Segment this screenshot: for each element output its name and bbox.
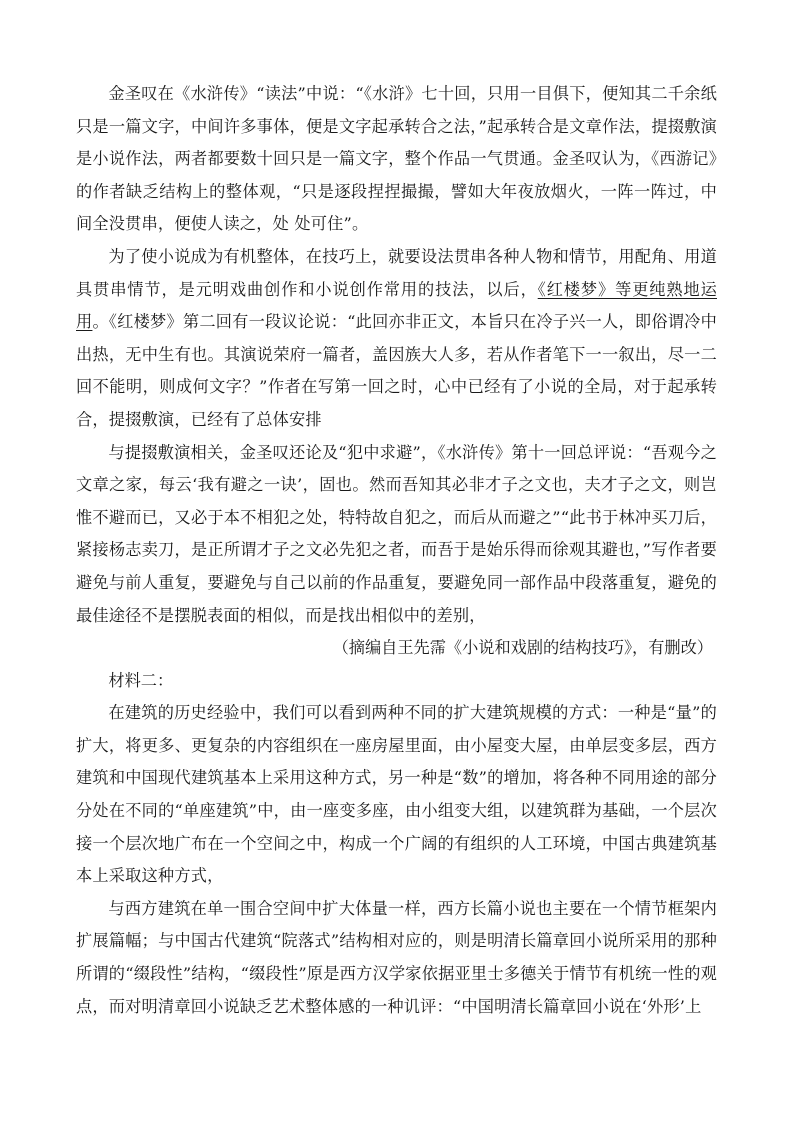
material1-paragraph-2 — [76, 241, 717, 437]
underlined-phrase: 《红楼梦》等更纯熟地运用 — [76, 279, 717, 332]
paragraph-2-text-start: 为了使小说成为有机整体，在技巧上，就要设法贯串各种人物和情节，用配角、用道具贯串情节，是元明戏曲创作和小说创作常用的技法，以后， — [76, 246, 717, 299]
paragraph-2-text-end: 。《红楼梦》第二回有一段议论说：“此回亦非正文，本旨只在冷子兴一人，即俗谓冷中出热，无中生有也。其演说荣府一篇者，盖因族大人多，若从作者笔下一一叙出，尽一二回不能明，则成何文字？”作者在写第一回之时，心中已经有了小说的全局，对于起承转合，提掇敷演，已经有了总体安排 — [76, 312, 717, 429]
material2-paragraph-1: 在建筑的历史经验中，我们可以看到两种不同的扩大建筑规模的方式：一种是“量”的扩大，将更多、更复杂的内容组织在一座房屋里面，由小屋变大屋，由单层变多层，西方建筑和中国现代建筑基本上采用这种方式，另一种是“数”的增加，将各种不同用途的部分分处在不同的“单座建筑”中，由一座变多座，由小组变大组，以建筑群为基础，一个层次接一个层次地广布在一个空间之中，构成一个广阔的有组织的人工环境，中国古典建筑基本上采取这种方式， — [76, 703, 717, 886]
material2-heading: 材料二： — [108, 670, 174, 690]
material1-paragraph-3: 与提掇敷演相关，金圣叹还论及“犯中求避”，《水浒传》第十一回总评说：“吾观今之文章之家，每云‘我有避之一诀’，固也。然而吾知其必非才子之文也，夫才子之文，则岂惟不避而已，又必于本不相犯之处，特特故自犯之，而后从而避之”“此书于林冲买刀后，紧接杨志卖刀，是正所谓才子之文必先犯之者，而吾于是始乐得而徐观其避也，”写作者要避免与前人重复，要避免与自己以前的作品重复，要避免同一部作品中段落重复，避免的最佳途径不是摆脱表面的相似，而是找出相似中的差别， — [76, 442, 717, 625]
material1-paragraph-1: 金圣叹在《水浒传》“读法”中说：“《水浒》七十回，只用一目俱下，便知其二千余纸只是一篇文字，中间许多事体，便是文字起承转合之法，”起承转合是文章作法，提掇敷演是小说作法，两者都要数十回只是一篇文字，整个作品一气贯通。金圣叹认为，《西游记》的作者缺乏结构上的整体观，“只是逐段捏捏撮撮，譬如大年夜放烟火，一阵一阵过，中间全没贯串，便使人读之，处 处可住”。 — [76, 84, 717, 234]
source-citation: （摘编自王先霈《小说和戏剧的结构技巧》，有删改） — [332, 638, 713, 658]
material2-paragraph-2: 与西方建筑在单一围合空间中扩大体量一样，西方长篇小说也主要在一个情节框架内扩展篇幅；与中国古代建筑“院落式”结构相对应的，则是明清长篇章回小说所采用的那种所谓的“缀段性”结构，“缀段性”原是西方汉学家依据亚里士多德关于情节有机统一性的观点，而对明清章回小说缺乏艺术整体感的一种讥评：“中国明清长篇章回小说在‘外形’上 — [76, 898, 717, 1016]
